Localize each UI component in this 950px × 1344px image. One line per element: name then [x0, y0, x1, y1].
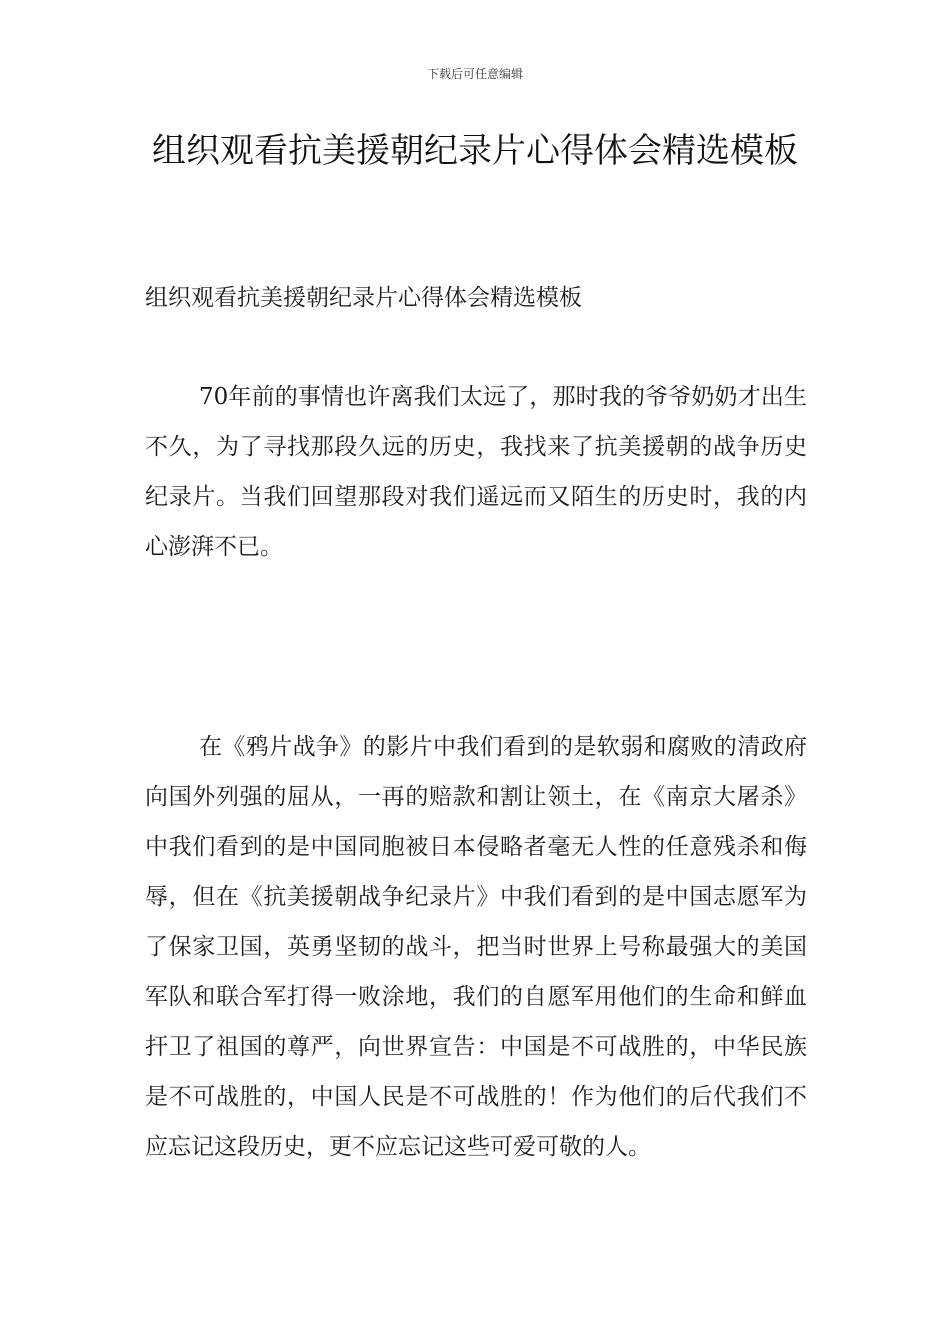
body-paragraph: 70年前的事情也许离我们太远了，那时我的爷爷奶奶才出生不久，为了寻找那段久远的历史，我找来了抗美援朝的战争历史纪录片。当我们回望那段对我们遥远而又陌生的历史时，我的内心澎湃不已。	[145, 384, 807, 560]
document-title: 组织观看抗美援朝纪录片心得体会精选模板	[152, 131, 798, 171]
header-note: 下载后可任意编辑	[426, 67, 523, 81]
document-subtitle: 组织观看抗美援朝纪录片心得体会精选模板	[145, 285, 582, 311]
body-paragraph: 在《鸦片战争》的影片中我们看到的是软弱和腐败的清政府向国外列强的屈从，一再的赔款和割让领土，在《南京大屠杀》中我们看到的是中国同胞被日本侵略者毫无人性的任意残杀和侮辱，但在《抗美援朝战争纪录片》中我们看到的是中国志愿军为了保家卫国，英勇坚韧的战斗，把当时世界上号称最强大的美国军队和联合军打得一败涂地，我们的自愿军用他们的生命和鲜血扞卫了祖国的尊严，向世界宣告：中国是不可战胜的，中华民族是不可战胜的，中国人民是不可战胜的！作为他们的后代我们不应忘记这段历史，更不应忘记这些可爱可敬的人。	[145, 734, 807, 1160]
